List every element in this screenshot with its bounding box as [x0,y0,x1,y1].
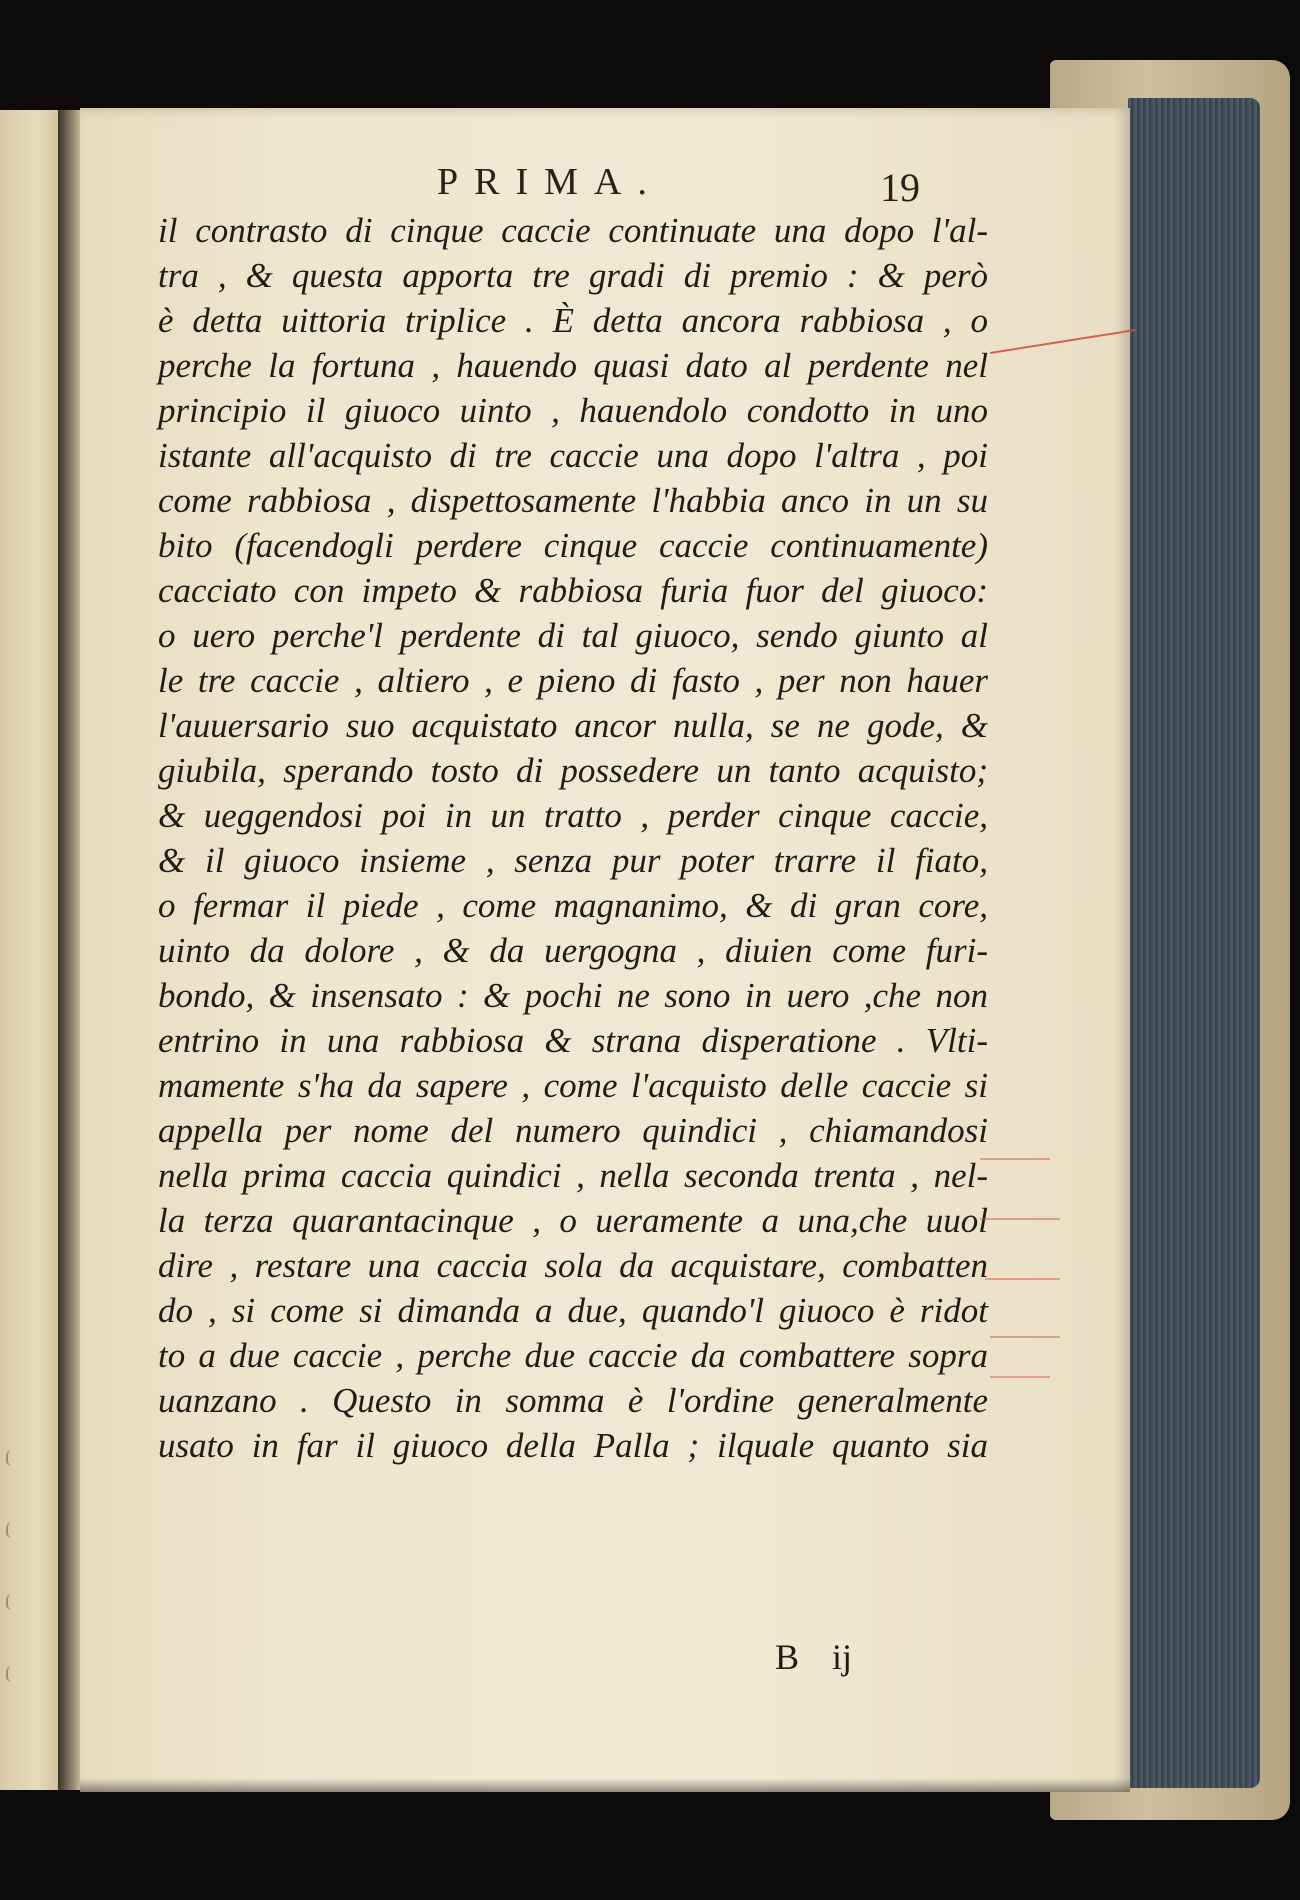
text-line: giubila, sperando tosto di possedere un tanto acquisto; [158,751,988,790]
running-head-title: PRIMA. [437,161,663,203]
text-line: & ueggendosi poi in un tratto , perder cinque caccie, [158,796,988,835]
text-line: & il giuoco insieme , senza pur poter trarre il fiato, [158,841,988,880]
facing-page-edge [0,110,62,1790]
text-line: entrino in una rabbiosa & strana disperatione . Vlti- [158,1021,988,1060]
text-line: dire , restare una caccia sola da acquistare, combatten [158,1246,988,1285]
text-line: o fermar il piede , come magnanimo, & di gran core, [158,886,988,925]
facing-page-mark [6,1666,18,1682]
text-line: to a due caccie , perche due caccie da combattere sopra [158,1336,988,1375]
pencil-mark [980,1218,1060,1220]
text-line: la terza quarantacinque , o ueramente a una,che uuol [158,1201,988,1240]
page-bottom-shadow [80,1778,1130,1792]
text-line: uinto da dolore , & da uergogna , diuien come furi- [158,931,988,970]
text-line: do , si come si dimanda a due, quando'l giuoco è ridot [158,1291,988,1330]
text-line: tra , & questa apporta tre gradi di premio : & però [158,256,988,295]
text-line: cacciato con impeto & rabbiosa furia fuor del giuoco: [158,571,988,610]
text-line: perche la fortuna , hauendo quasi dato al perdente nel [158,346,988,385]
text-line: è detta uittoria triplice . È detta ancora rabbiosa , o [158,301,988,340]
text-line: come rabbiosa , dispettosamente l'habbia anco in un su [158,481,988,520]
pencil-mark [980,1158,1050,1160]
text-line: le tre caccie , altiero , e pieno di fasto , per non hauer [158,661,988,700]
text-line: o uero perche'l perdente di tal giuoco, sendo giunto al [158,616,988,655]
text-line: principio il giuoco uinto , hauendolo condotto in uno [158,391,988,430]
pencil-mark [990,1336,1060,1338]
text-line: nella prima caccia quindici , nella seconda trenta , nel- [158,1156,988,1195]
page-number: 19 [880,165,920,210]
text-line: il contrasto di cinque caccie continuate una dopo l'al- [158,211,988,250]
text-line: istante all'acquisto di tre caccie una dopo l'altra , poi [158,436,988,475]
text-line: mamente s'ha da sapere , come l'acquisto delle caccie si [158,1066,988,1105]
page-edges-block [1128,98,1260,1788]
facing-page-mark [6,1450,18,1466]
facing-page-mark [6,1594,18,1610]
signature-mark: B ij [775,1637,853,1677]
text-line: bondo, & insensato : & pochi ne sono in uero ,che non [158,976,988,1015]
text-line: bito (facendogli perdere cinque caccie continuamente) [158,526,988,565]
text-line: l'auuersario suo acquistato ancor nulla, se ne gode, & [158,706,988,745]
text-line: uanzano . Questo in somma è l'ordine generalmente [158,1381,988,1420]
text-line: usato in far il giuoco della Palla ; ilquale quanto sia [158,1426,988,1465]
facing-page-mark [6,1522,18,1538]
pencil-mark [990,1376,1050,1378]
pencil-mark [985,1278,1060,1280]
text-line: appella per nome del numero quindici , chiamandosi [158,1111,988,1150]
body-text [158,208,988,1468]
